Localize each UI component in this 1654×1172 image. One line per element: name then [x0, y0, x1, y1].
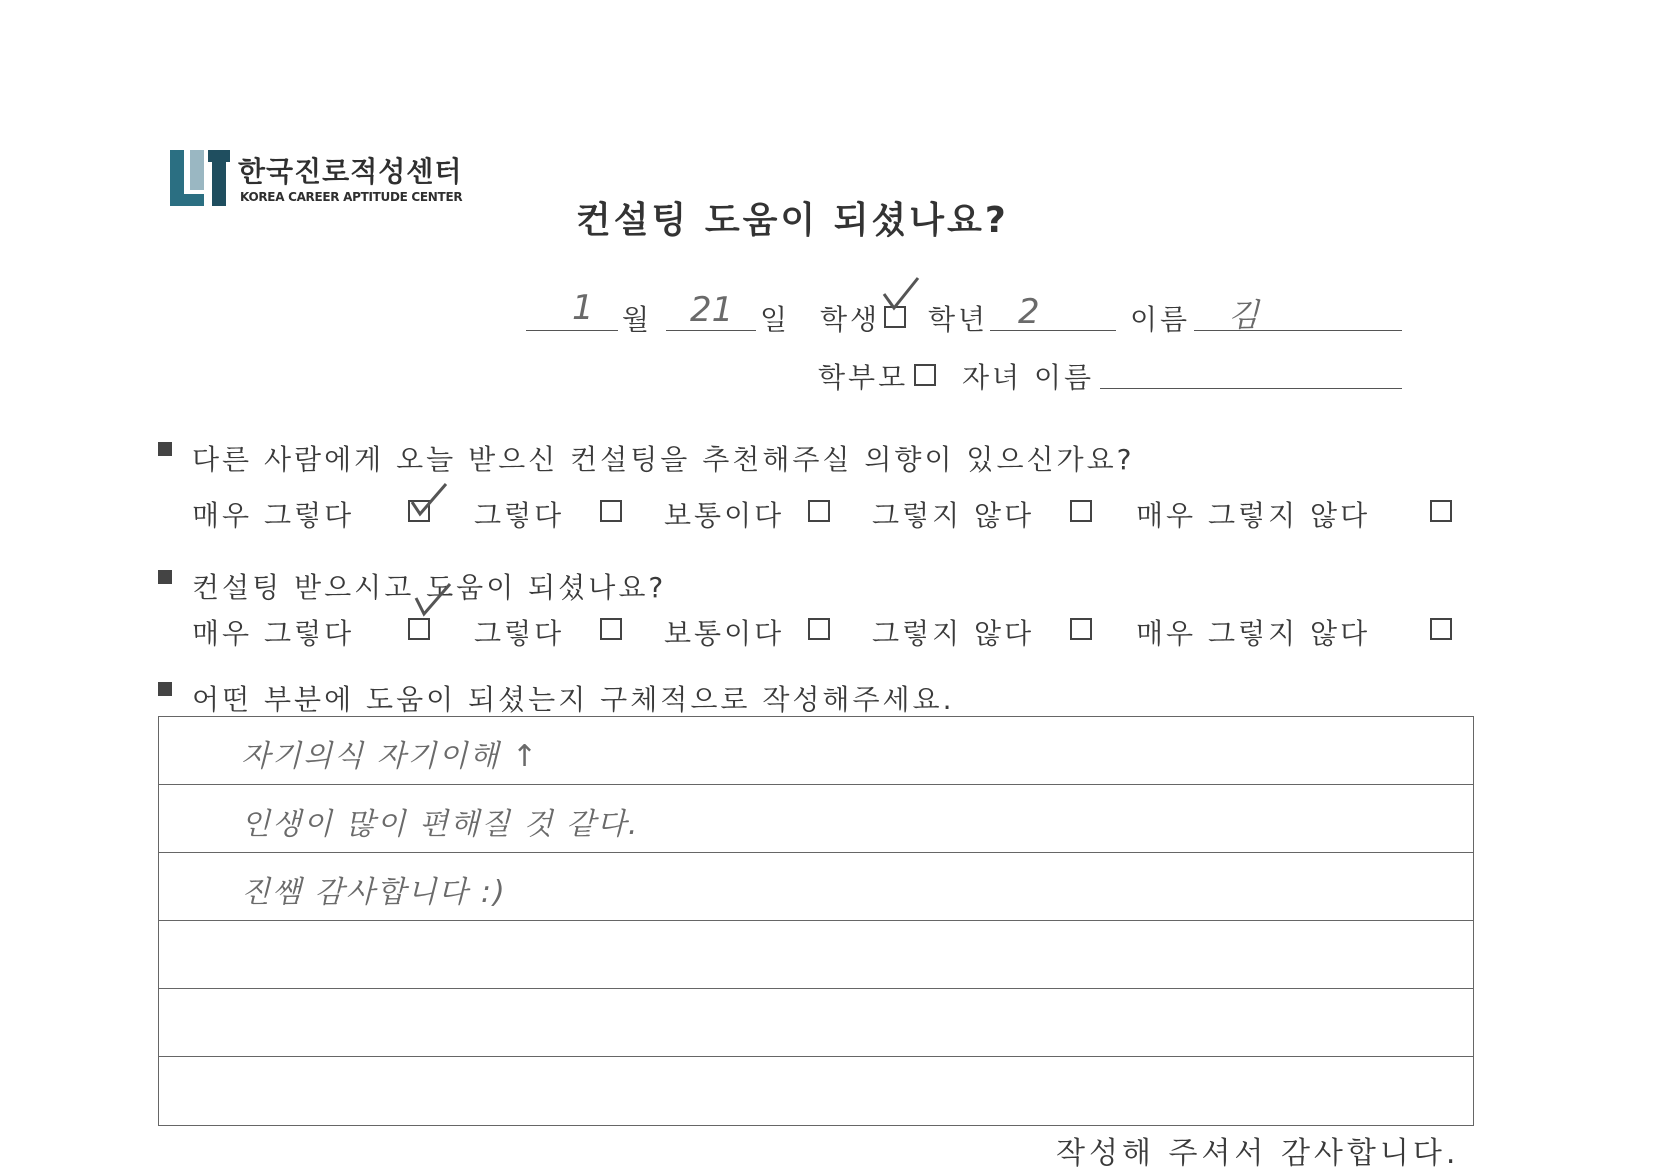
- answer-row-divider: [159, 852, 1473, 853]
- q1-option-very-yes: 매우 그렇다: [192, 499, 355, 532]
- q2-option-neutral: 보통이다: [664, 617, 785, 650]
- q1-option-neutral: 보통이다: [664, 499, 785, 532]
- name-line: [1194, 330, 1402, 331]
- grade-value: 2: [1018, 292, 1040, 332]
- q2-checkbox-very-yes[interactable]: [408, 618, 430, 640]
- checkmark-icon: [880, 274, 924, 314]
- logo-mark-icon: [170, 150, 230, 206]
- day-line: [666, 330, 756, 331]
- question-2-text: 컨설팅 받으시고 도움이 되셨나요?: [192, 571, 667, 604]
- q1-checkbox-yes[interactable]: [600, 500, 622, 522]
- answer-line-2: 인생이 많이 편해질 것 같다.: [241, 807, 640, 842]
- question-2-bullet: [158, 570, 172, 584]
- q1-checkbox-no[interactable]: [1070, 500, 1092, 522]
- page-title: 컨설팅 도움이 되셨나요?: [576, 200, 1009, 241]
- checkmark-icon: [408, 480, 452, 520]
- name-value: 김: [1228, 296, 1259, 334]
- day-label: 일: [760, 303, 791, 336]
- logo-name-english: KOREA CAREER APTITUDE CENTER: [240, 190, 463, 204]
- month-label: 월: [622, 303, 653, 336]
- question-1-bullet: [158, 442, 172, 456]
- logo-name-korean: 한국진로적성센터: [238, 155, 463, 188]
- q2-option-no: 그렇지 않다: [872, 617, 1035, 650]
- answer-box[interactable]: [158, 716, 1474, 1126]
- grade-line: [990, 330, 1116, 331]
- child-name-line: [1100, 388, 1402, 389]
- q2-checkbox-very-no[interactable]: [1430, 618, 1452, 640]
- closing-message: 작성해 주셔서 감사합니다.: [1056, 1136, 1460, 1171]
- month-value: 1: [572, 288, 594, 328]
- question-1-text: 다른 사람에게 오늘 받으신 컨설팅을 추천해주실 의향이 있으신가요?: [192, 443, 1135, 476]
- answer-row-divider: [159, 920, 1473, 921]
- answer-line-3: 진쌤 감사합니다 :): [241, 875, 507, 910]
- q1-option-no: 그렇지 않다: [872, 499, 1035, 532]
- name-label: 이름: [1130, 303, 1191, 336]
- q1-option-yes: 그렇다: [474, 499, 565, 532]
- day-value: 21: [690, 290, 734, 330]
- q2-checkbox-yes[interactable]: [600, 618, 622, 640]
- q2-checkbox-no[interactable]: [1070, 618, 1092, 640]
- checkmark-icon: [410, 578, 454, 618]
- question-3-bullet: [158, 682, 172, 696]
- answer-line-1: 자기의식 자기이해 ↑: [241, 739, 540, 774]
- q1-checkbox-very-no[interactable]: [1430, 500, 1452, 522]
- answer-row-divider: [159, 1056, 1473, 1057]
- center-logo: [170, 150, 470, 210]
- q2-option-yes: 그렇다: [474, 617, 565, 650]
- q2-option-very-no: 매우 그렇지 않다: [1136, 617, 1371, 650]
- month-line: [526, 330, 618, 331]
- parent-checkbox[interactable]: [914, 364, 936, 386]
- student-label: 학생: [820, 303, 881, 336]
- q1-checkbox-neutral[interactable]: [808, 500, 830, 522]
- q1-option-very-no: 매우 그렇지 않다: [1136, 499, 1371, 532]
- grade-label: 학년: [928, 303, 989, 336]
- q2-checkbox-neutral[interactable]: [808, 618, 830, 640]
- answer-row-divider: [159, 784, 1473, 785]
- child-name-label: 자녀 이름: [962, 361, 1095, 394]
- parent-label: 학부모: [818, 361, 909, 394]
- answer-row-divider: [159, 988, 1473, 989]
- q2-option-very-yes: 매우 그렇다: [192, 617, 355, 650]
- question-3-text: 어떤 부분에 도움이 되셨는지 구체적으로 작성해주세요.: [192, 683, 955, 716]
